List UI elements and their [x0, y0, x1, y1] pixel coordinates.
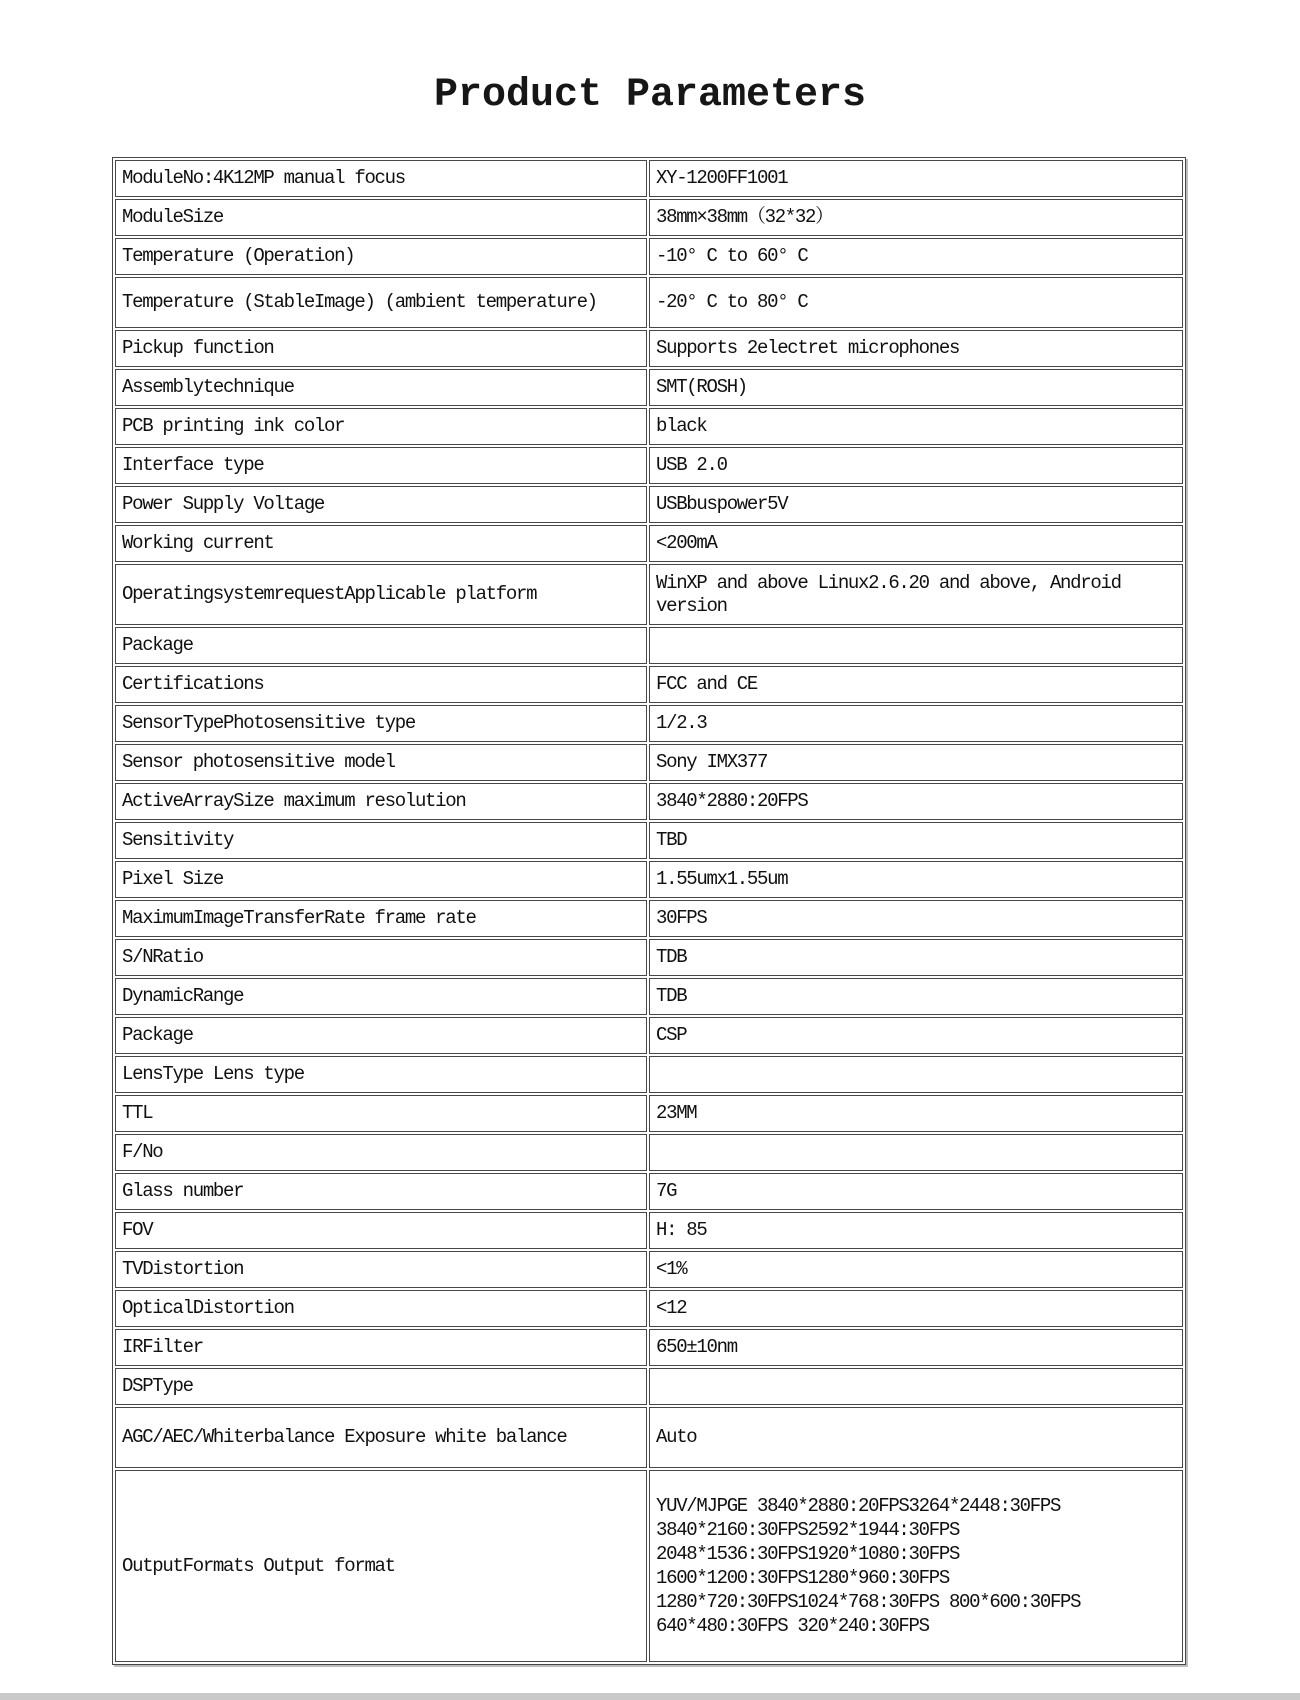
param-value-cell — [649, 1134, 1183, 1171]
table-row — [115, 861, 1183, 898]
param-value-cell: USB 2.0 — [649, 447, 1183, 484]
table-row — [115, 525, 1183, 562]
param-label-cell: S/NRatio — [115, 939, 647, 976]
param-value-cell: WinXP and above Linux2.6.20 and above, Android version — [649, 564, 1183, 625]
param-value-cell — [649, 627, 1183, 664]
table-row — [115, 744, 1183, 781]
param-value-cell: USBbuspower5V — [649, 486, 1183, 523]
param-value-cell: -10° C to 60° C — [649, 238, 1183, 275]
param-label-cell: Certifications — [115, 666, 647, 703]
param-label-cell: ModuleNo:4K12MP manual focus — [115, 160, 647, 197]
table-row — [115, 1368, 1183, 1405]
param-label-cell: FOV — [115, 1212, 647, 1249]
param-value-cell: 1/2.3 — [649, 705, 1183, 742]
table-row — [115, 277, 1183, 328]
param-label-cell: Interface type — [115, 447, 647, 484]
param-label-cell: LensType Lens type — [115, 1056, 647, 1093]
table-row — [115, 1290, 1183, 1327]
table-row — [115, 1134, 1183, 1171]
param-value-cell: TBD — [649, 822, 1183, 859]
param-label-cell: Pickup function — [115, 330, 647, 367]
param-label-cell: Power Supply Voltage — [115, 486, 647, 523]
param-label-cell: Working current — [115, 525, 647, 562]
table-row — [115, 705, 1183, 742]
table-row — [115, 783, 1183, 820]
table-row — [115, 486, 1183, 523]
param-label-cell: ActiveArraySize maximum resolution — [115, 783, 647, 820]
param-value-cell: <1% — [649, 1251, 1183, 1288]
table-row — [115, 978, 1183, 1015]
param-value-cell — [649, 1470, 1183, 1662]
param-label-cell: Sensor photosensitive model — [115, 744, 647, 781]
param-label-cell: Package — [115, 627, 647, 664]
parameters-table — [112, 157, 1186, 1665]
table-row — [115, 1212, 1183, 1249]
param-label-cell: PCB printing ink color — [115, 408, 647, 445]
param-value-cell: black — [649, 408, 1183, 445]
table-row — [115, 900, 1183, 937]
page-title: Product Parameters — [433, 73, 867, 118]
param-value-cell: TDB — [649, 978, 1183, 1015]
param-value-cell: 3840*2880:20FPS — [649, 783, 1183, 820]
table-row — [115, 666, 1183, 703]
table-row — [115, 1056, 1183, 1093]
table-row — [115, 447, 1183, 484]
param-value-cell: -20° C to 80° C — [649, 277, 1183, 328]
param-value-cell: 7G — [649, 1173, 1183, 1210]
param-label-cell: IRFilter — [115, 1329, 647, 1366]
param-value-cell: 650±10nm — [649, 1329, 1183, 1366]
param-label-cell: MaximumImageTransferRate frame rate — [115, 900, 647, 937]
param-value-cell: <12 — [649, 1290, 1183, 1327]
table-row — [115, 369, 1183, 406]
output-format-line: YUV/MJPGE 3840*2880:20FPS3264*2448:30FPS — [655, 1495, 1061, 1517]
param-value-cell: FCC and CE — [649, 666, 1183, 703]
table-row — [115, 199, 1183, 236]
output-format-line: 2048*1536:30FPS1920*1080:30FPS — [655, 1543, 960, 1565]
table-row — [115, 1329, 1183, 1366]
table-row — [115, 238, 1183, 275]
param-value-cell: TDB — [649, 939, 1183, 976]
table-row — [115, 160, 1183, 197]
param-value-cell: <200mA — [649, 525, 1183, 562]
param-label-cell: SensorTypePhotosensitive type — [115, 705, 647, 742]
param-value-cell: 30FPS — [649, 900, 1183, 937]
output-format-line: 640*480:30FPS 320*240:30FPS — [655, 1615, 929, 1637]
table-row — [115, 1251, 1183, 1288]
table-row — [115, 1017, 1183, 1054]
param-label-cell: DSPType — [115, 1368, 647, 1405]
param-label-cell: Glass number — [115, 1173, 647, 1210]
param-value-cell: 23MM — [649, 1095, 1183, 1132]
table-row — [115, 627, 1183, 664]
table-row — [115, 564, 1183, 625]
param-value-cell: CSP — [649, 1017, 1183, 1054]
param-label-cell: OutputFormats Output format — [115, 1470, 647, 1662]
param-value-cell: Supports 2electret microphones — [649, 330, 1183, 367]
param-label-cell: Temperature (StableImage) (ambient temperature) — [115, 277, 647, 328]
param-value-cell — [649, 1056, 1183, 1093]
param-value-cell: H: 85 — [649, 1212, 1183, 1249]
table-row — [115, 939, 1183, 976]
param-value-cell — [649, 1368, 1183, 1405]
param-label-cell: ModuleSize — [115, 199, 647, 236]
output-format-line: 3840*2160:30FPS2592*1944:30FPS — [655, 1519, 960, 1541]
output-format-line: 1600*1200:30FPS1280*960:30FPS — [655, 1567, 949, 1589]
table-row — [115, 1470, 1183, 1662]
table-row — [115, 1173, 1183, 1210]
param-value-cell: 38mm×38mm（32*32） — [649, 199, 1183, 236]
param-value-cell: SMT(ROSH) — [649, 369, 1183, 406]
param-label-cell: OperatingsystemrequestApplicable platform — [115, 564, 647, 625]
page-bottom-edge — [0, 1693, 1300, 1700]
param-label-cell: Pixel Size — [115, 861, 647, 898]
table-row — [115, 330, 1183, 367]
param-label-cell: DynamicRange — [115, 978, 647, 1015]
param-label-cell: AGC/AEC/Whiterbalance Exposure white balance — [115, 1407, 647, 1468]
param-label-cell: OpticalDistortion — [115, 1290, 647, 1327]
param-value-cell: Auto — [649, 1407, 1183, 1468]
param-label-cell: TTL — [115, 1095, 647, 1132]
param-label-cell: Assemblytechnique — [115, 369, 647, 406]
param-value-cell: 1.55umx1.55um — [649, 861, 1183, 898]
table-row — [115, 408, 1183, 445]
param-value-cell: XY-1200FF1001 — [649, 160, 1183, 197]
param-label-cell: TVDistortion — [115, 1251, 647, 1288]
param-value-cell: Sony IMX377 — [649, 744, 1183, 781]
table-row — [115, 1407, 1183, 1468]
param-label-cell: F/No — [115, 1134, 647, 1171]
param-label-cell: Package — [115, 1017, 647, 1054]
table-row — [115, 1095, 1183, 1132]
param-label-cell: Temperature (Operation) — [115, 238, 647, 275]
param-label-cell: Sensitivity — [115, 822, 647, 859]
output-format-line: 1280*720:30FPS1024*768:30FPS 800*600:30FPS — [655, 1591, 1081, 1613]
table-row — [115, 822, 1183, 859]
